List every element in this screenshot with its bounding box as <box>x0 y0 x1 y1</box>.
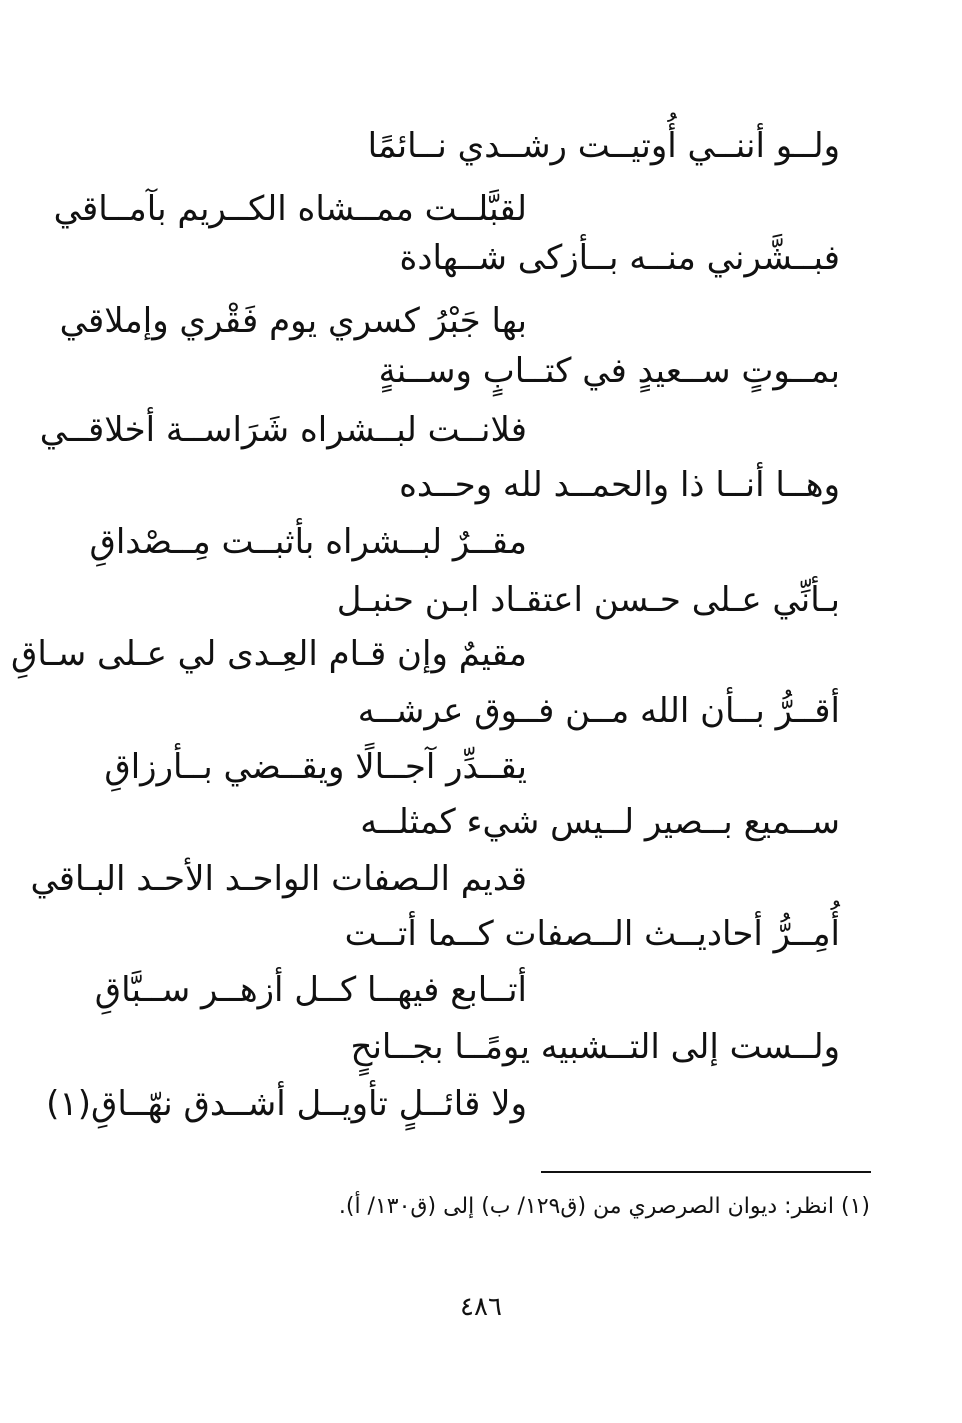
footnote: (١) انظر: ديوان الصرصري من (ق١٢٩/ ب) إلى (ق١٣٠/ أ). <box>338 1194 870 1219</box>
verse-1-second-hemistich: لقبَّلــت ممــشاه الكــريم بآمــاقي <box>53 189 527 229</box>
verse-6-first-hemistich: أقــرُّ بــأن الله مــن فــوق عرشــه <box>357 691 840 731</box>
verse-8-second-hemistich: أتــابع فيهــا كــل أزهــر ســبَّاقِ <box>94 970 527 1010</box>
verse-3-second-hemistich: فلانــت لبــشراه شَرَاســة أخلاقــي <box>39 410 527 450</box>
verse-2-first-hemistich: فبــشَّرني منــه بــأزكى شــهادة <box>399 238 840 278</box>
verse-2-second-hemistich: بها جَبْرُ كسري يوم فَقْري وإملاقي <box>59 301 527 341</box>
verse-4-second-hemistich: مقــرٌ لبــشراه بأثبــت مِــصْداقِ <box>89 522 527 562</box>
verse-8-first-hemistich: أُمِــرُّ أحاديــث الــصفات كــما أتــت <box>344 914 840 954</box>
footnote-separator <box>541 1171 871 1173</box>
verse-7-second-hemistich: قديم الـصفات الواحـد الأحـد البـاقي <box>30 859 527 899</box>
verse-5-first-hemistich: بـأنِّي عـلى حـسن اعتقـاد ابـن حنبـل <box>336 580 840 620</box>
verse-9-first-hemistich: ولــست إلى التــشبيه يومًــا بجــانحٍ <box>350 1027 840 1067</box>
verse-4-first-hemistich: وهــا أنــا ذا والحمــد لله وحــده <box>399 465 840 505</box>
verse-3-first-hemistich: بمــوتٍ ســعيدٍ في كتــابٍ وســنةٍ <box>378 351 840 391</box>
verse-9-second-hemistich: ولا قائــلٍ تأويــل أشــدق نهّــاقِ(١) <box>46 1084 527 1124</box>
verse-5-second-hemistich: مقيمٌ وإن قـام العِـدى لي عـلى سـاقِ <box>11 634 527 674</box>
page-number: ٤٨٦ <box>460 1292 502 1322</box>
verse-6-second-hemistich: يقــدِّر آجــالًا ويقــضي بــأرزاقِ <box>104 747 527 787</box>
verse-1-first-hemistich: ولــو أننــي أُوتيــت رشــدي نــائمًا <box>367 126 840 166</box>
verse-7-first-hemistich: ســميع بــصير لــيس شيء كمثلــه <box>360 802 840 842</box>
